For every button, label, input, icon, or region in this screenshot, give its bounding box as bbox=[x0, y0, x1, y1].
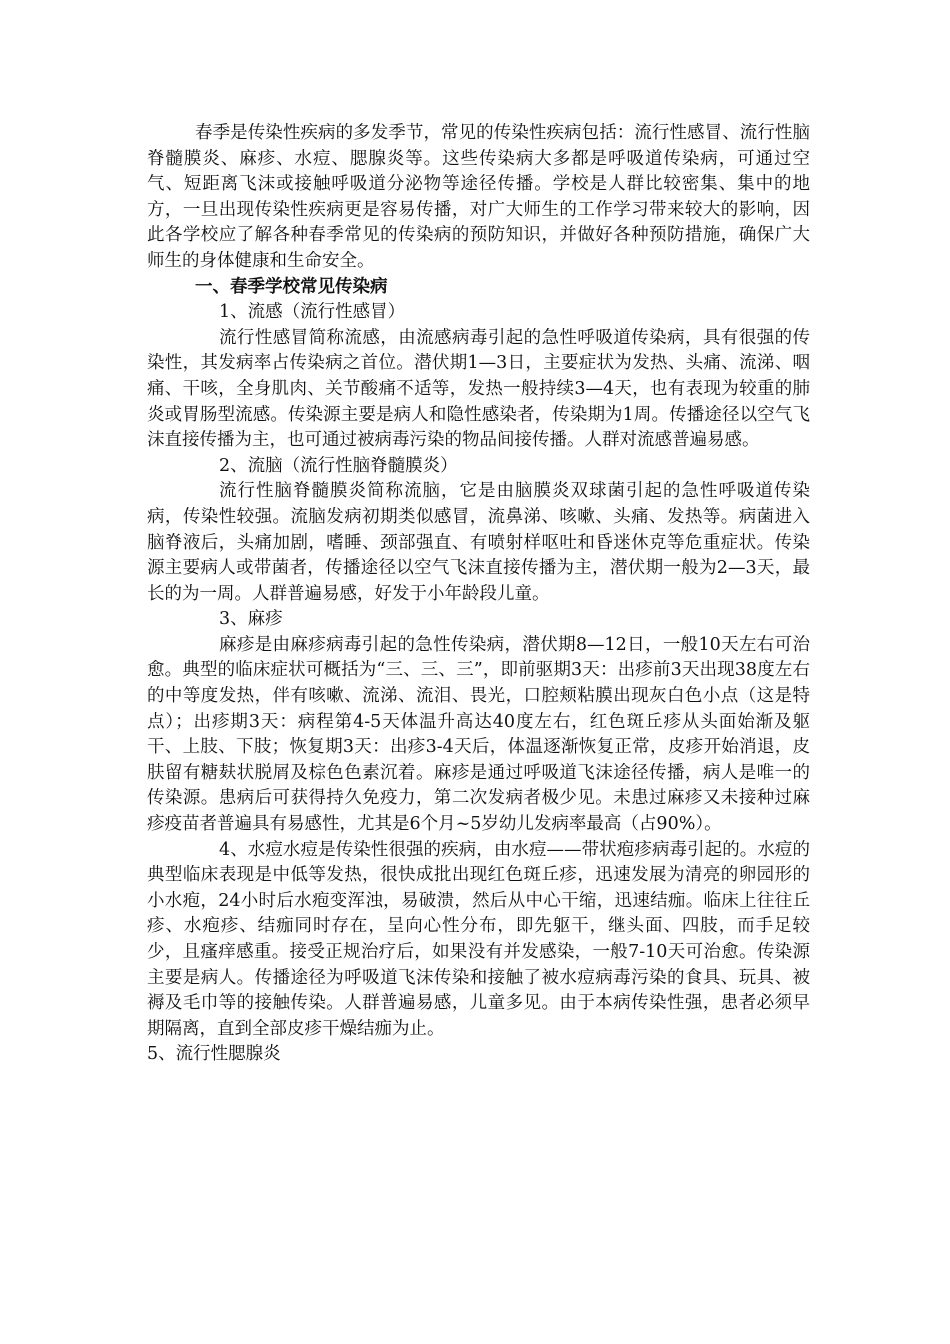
meningitis-title: 2、流脑（流行性脑脊髓膜炎） bbox=[219, 455, 458, 476]
measles-title: 3、麻疹 bbox=[219, 609, 283, 630]
chickenpox-paragraph: 4、水痘水痘是传染性很强的疾病，由水痘——带状疱疹病毒引起的。水痘的典型临床表现是中低等发热，很快成批出现红色斑丘疹，迅速发展为清亮的卵园形的小水疱，24小时后水疱变浑浊，易破溃，然后从中心干缩，迅速结痂。临床上往往丘疹、水疱疹、结痂同时存在，呈向心性分布，即先躯干，继头面、四肢，而手足较少，且瘙痒感重。接受正规治疗后，如果没有并发感染，一般7-10天可治愈。传染源主要是病人。传播途径为呼吸道飞沫传染和接触了被水痘病毒污染的食具、玩具、被褥及毛巾等的接触传染。人群普遍易感，儿童多见。由于本病传染性强，患者必须早期隔离，直到全部皮疹干燥结痂为止。 bbox=[147, 839, 810, 1039]
section-heading: 一、春季学校常见传染病 bbox=[195, 276, 388, 297]
mumps-title: 5、流行性腮腺炎 bbox=[147, 1044, 281, 1065]
document-page bbox=[147, 121, 810, 1068]
intro-paragraph: 春季是传染性疾病的多发季节，常见的传染性疾病包括：流行性感冒、流行性脑脊髓膜炎、麻疹、水痘、腮腺炎等。这些传染病大多都是呼吸道传染病，可通过空气、短距离飞沫或接触呼吸道分泌物等途径传播。学校是人群比较密集、集中的地方，一旦出现传染性疾病更是容易传播，对广大师生的工作学习带来较大的影响，因此各学校应了解各种春季常见的传染病的预防知识，并做好各种预防措施，确保广大师生的身体健康和生命安全。 bbox=[147, 123, 810, 271]
flu-title: 1、流感（流行性感冒） bbox=[219, 302, 406, 323]
measles-paragraph: 麻疹是由麻疹病毒引起的急性传染病，潜伏期8—12日，一般10天左右可治愈。典型的临床症状可概括为“三、三、三”，即前驱期3天：出疹前3天出现38度左右的中等度发热，伴有咳嗽、流涕、流泪、畏光，口腔颊粘膜出现灰白色小点（这是特点）；出疹期3天：病程第4-5天体温升高达40度左右，红色斑丘疹从头面始渐及躯干、上肢、下肢；恢复期3天：出疹3-4天后，体温逐渐恢复正常，皮疹开始消退，皮肤留有糖麸状脱屑及棕色色素沉着。麻疹是通过呼吸道飞沫途径传播，病人是唯一的传染源。患病后可获得持久免疫力，第二次发病者极少见。未患过麻疹又未接种过麻疹疫苗者普遍具有易感性，尤其是6个月~5岁幼儿发病率最高（占90%）。 bbox=[147, 634, 810, 835]
flu-paragraph: 流行性感冒简称流感，由流感病毒引起的急性呼吸道传染病，具有很强的传染性，其发病率占传染病之首位。潜伏期1—3日，主要症状为发热、头痛、流涕、咽痛、干咳，全身肌肉、关节酸痛不适等，发热一般持续3—4天，也有表现为较重的肺炎或胃肠型流感。传染源主要是病人和隐性感染者，传染期为1周。传播途径以空气飞沫直接传播为主，也可通过被病毒污染的物品间接传播。人群对流感普遍易感。 bbox=[147, 327, 810, 451]
meningitis-paragraph: 流行性脑脊髓膜炎简称流脑，它是由脑膜炎双球菌引起的急性呼吸道传染病，传染性较强。流脑发病初期类似感冒，流鼻涕、咳嗽、头痛、发热等。病菌进入脑脊液后，头痛加剧，嗜睡、颈部强直、有喷射样呕吐和昏迷休克等危重症状。传染源主要病人或带菌者，传播途径以空气飞沫直接传播为主，潜伏期一般为2—3天，最长的为一周。人群普遍易感，好发于小年龄段儿童。 bbox=[147, 481, 810, 604]
